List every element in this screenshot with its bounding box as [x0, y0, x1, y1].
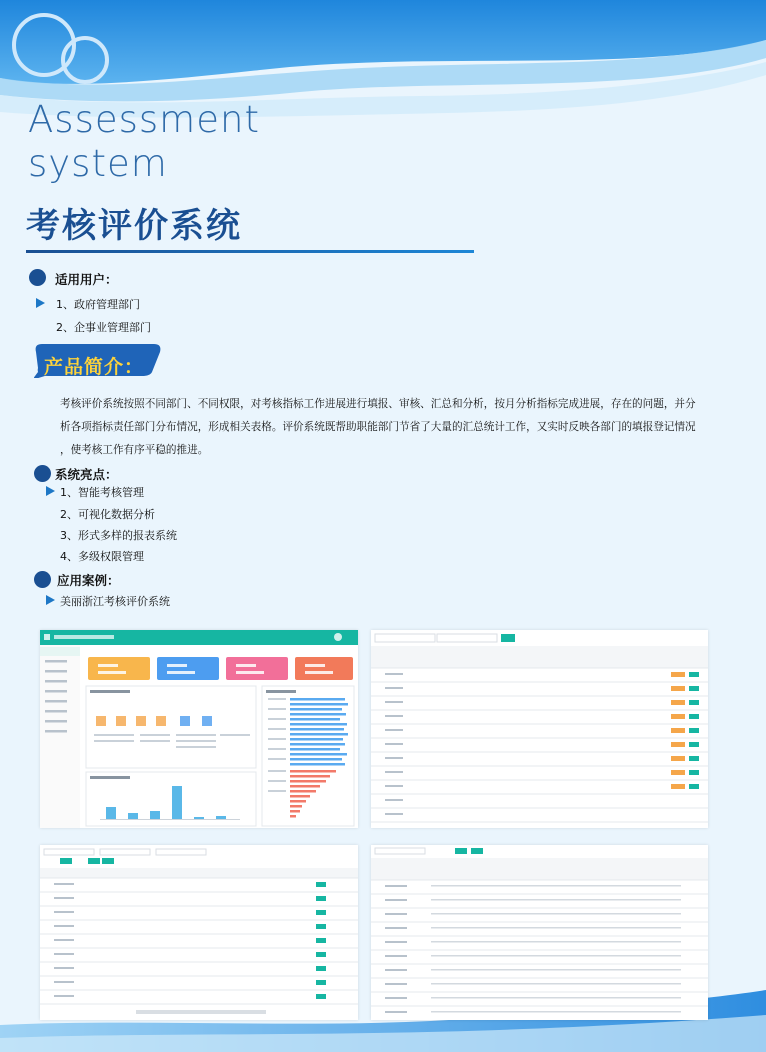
users-item-2: 2、企事业管理部门 [56, 321, 151, 334]
intro-line-3: ，使考核工作有序平稳的推进。 [60, 444, 209, 456]
dashboard-illustration [40, 630, 358, 828]
highlights-item-1: 1、智能考核管理 [60, 486, 144, 499]
bullet-dot-icon [34, 571, 51, 588]
english-title-line1: Assessment [28, 98, 260, 141]
summary-table-illustration [371, 845, 708, 1020]
english-title-line2: system [28, 142, 168, 185]
indicator-table-illustration [371, 630, 708, 828]
task-list-screenshot [40, 845, 358, 1020]
indicator-table-screenshot [371, 630, 708, 828]
bullet-dot-icon [34, 465, 51, 482]
summary-table-screenshot [371, 845, 708, 1020]
task-list-illustration [40, 845, 358, 1020]
intro-label: 产品简介： [44, 356, 145, 378]
title-divider [26, 250, 474, 253]
bullet-dot-icon [29, 269, 46, 286]
intro-line-1: 考核评价系统按照不同部门、不同权限，对考核指标工作进展进行填报、审核、汇总和分析，按月分析指标完成进展，存在的问题，并分 [60, 398, 696, 410]
english-title [28, 98, 260, 186]
cases-label: 应用案例： [57, 573, 120, 588]
triangle-bullet-icon [46, 595, 55, 605]
cases-item-1: 美丽浙江考核评价系统 [60, 595, 170, 608]
highlights-label: 系统亮点： [55, 467, 118, 482]
chinese-title: 考核评价系统 [26, 206, 242, 246]
highlights-item-2: 2、可视化数据分析 [60, 508, 155, 521]
users-label: 适用用户： [55, 272, 118, 287]
triangle-bullet-icon [46, 486, 55, 496]
users-item-1: 1、政府管理部门 [56, 298, 140, 311]
highlights-item-3: 3、形式多样的报表系统 [60, 529, 177, 542]
triangle-bullet-icon [36, 298, 45, 308]
intro-line-2: 析各项指标责任部门分布情况，形成相关表格。评价系统既帮助职能部门节省了大量的汇总统计工作，又实时反映各部门的填报登记情况 [60, 421, 696, 433]
highlights-item-4: 4、多级权限管理 [60, 550, 144, 563]
dashboard-screenshot [40, 630, 358, 828]
